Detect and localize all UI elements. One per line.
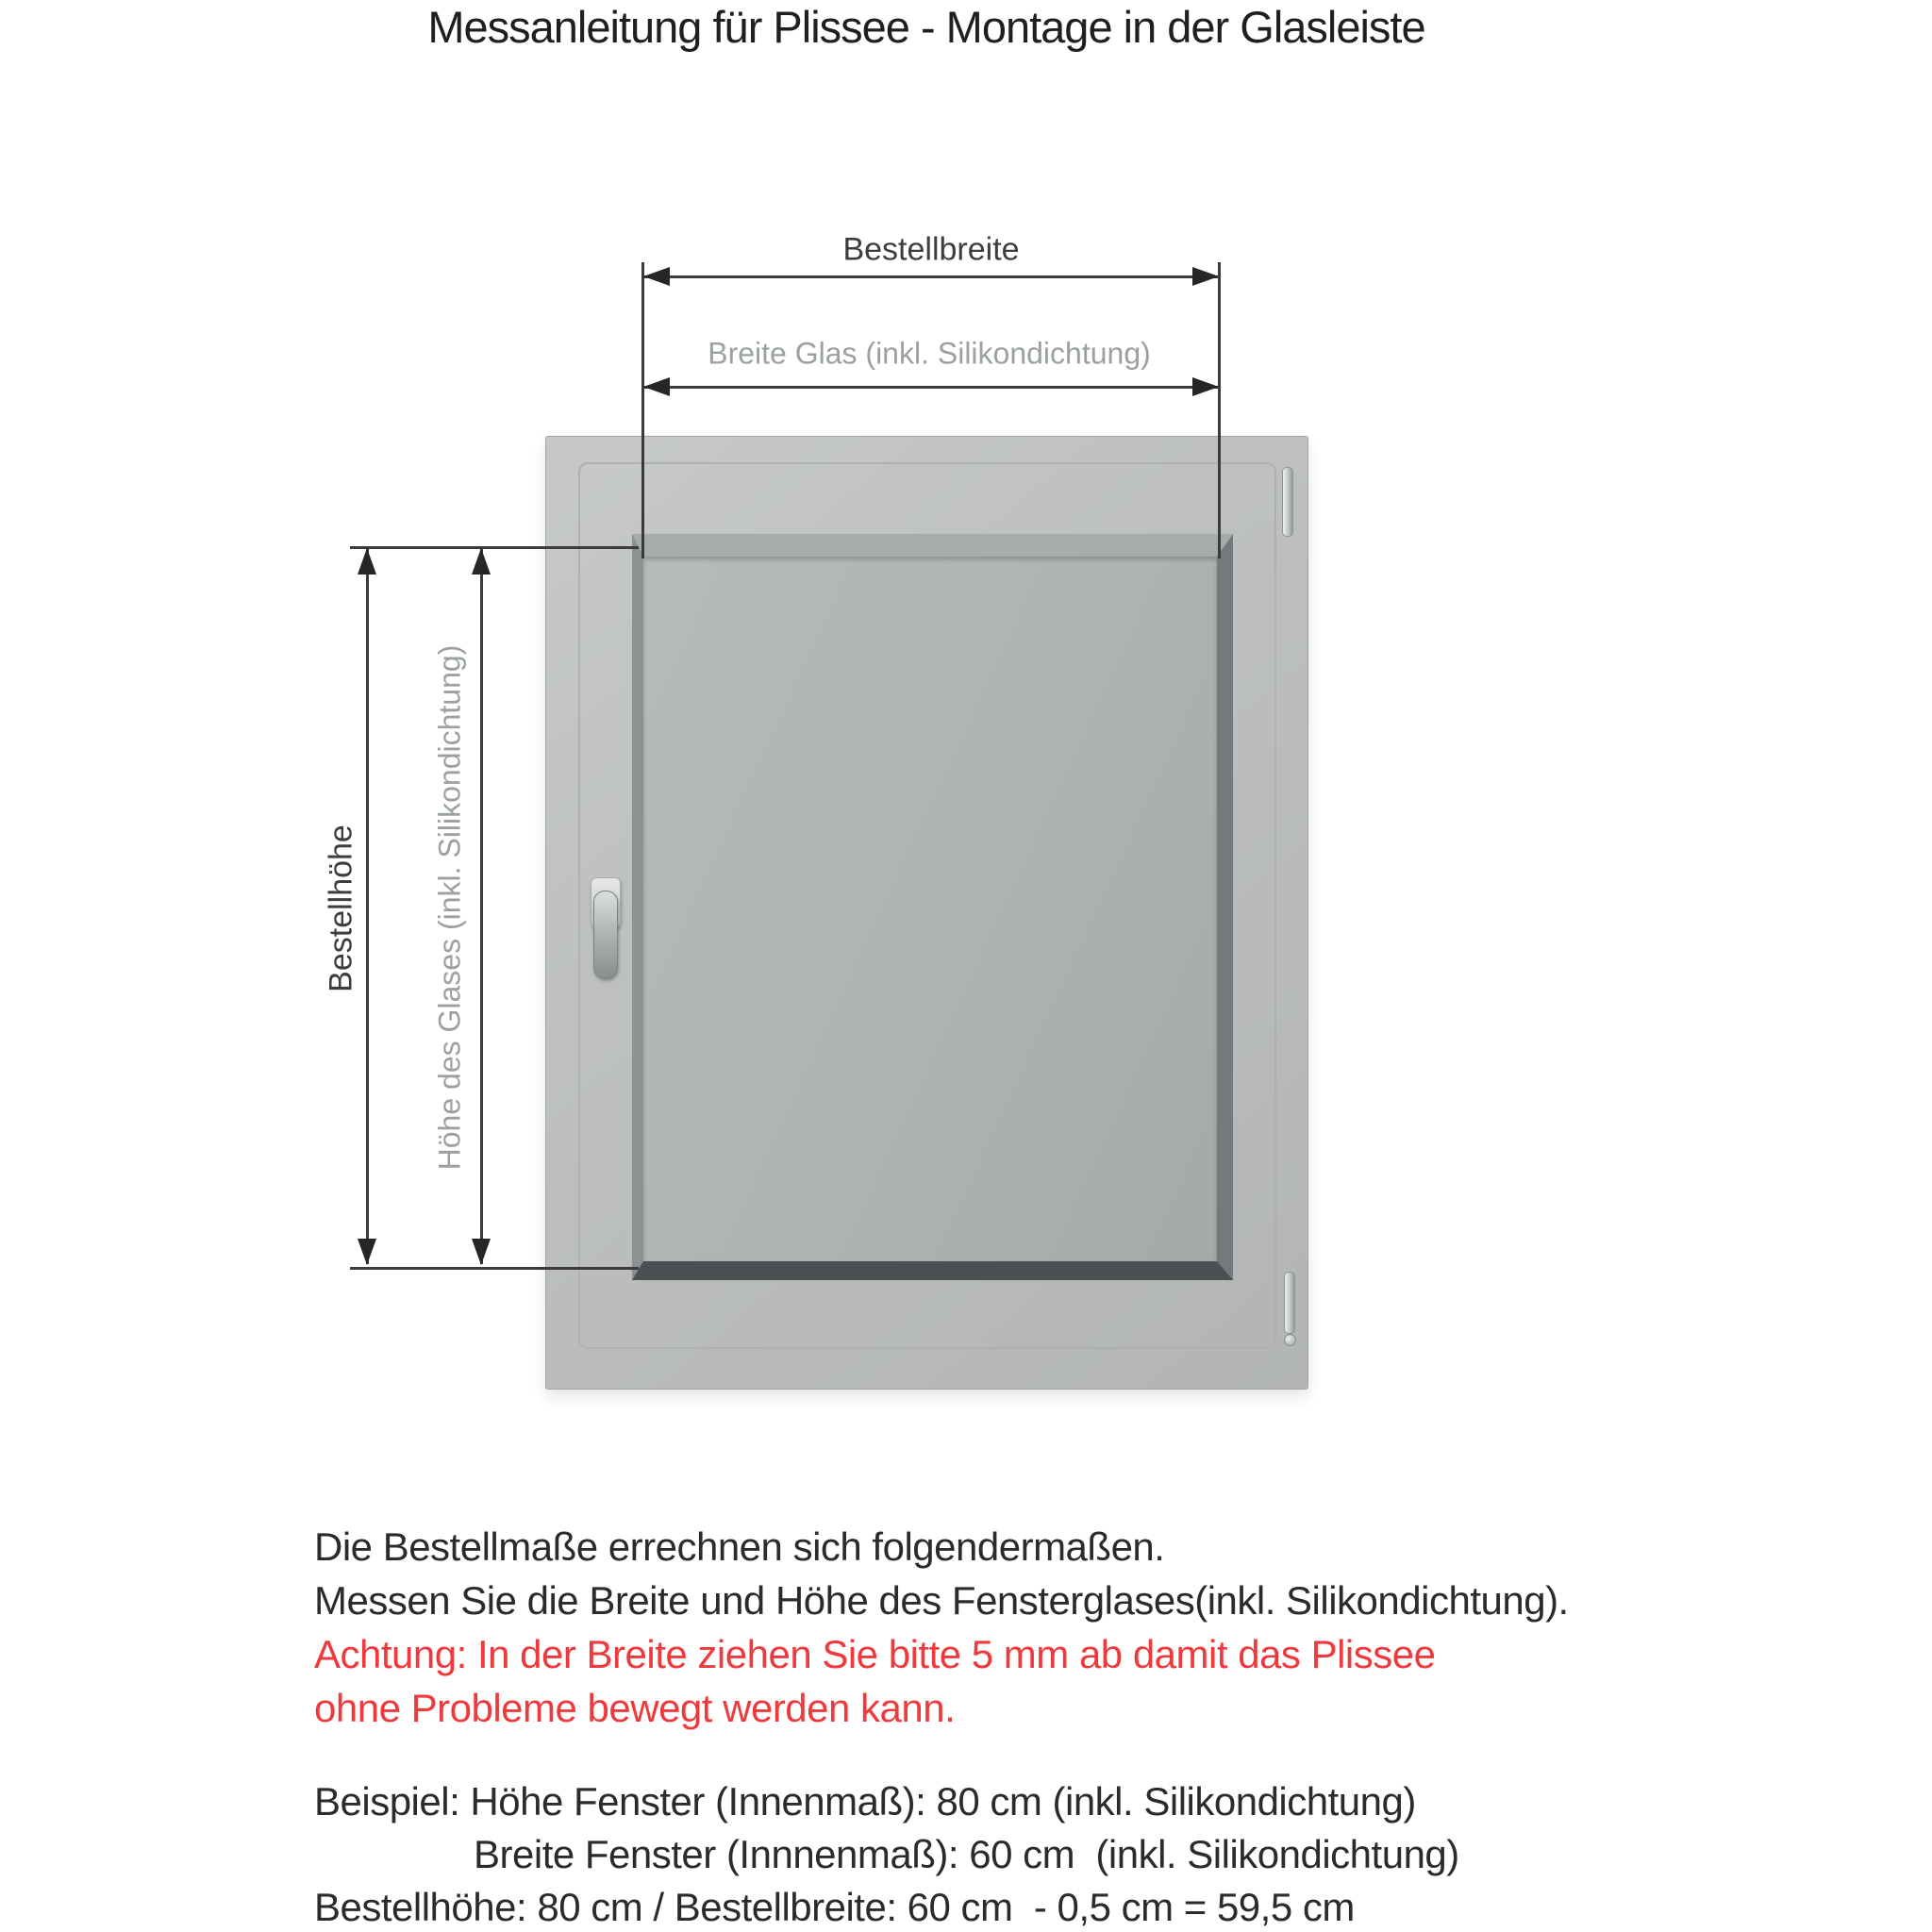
hinge-bottom-knob <box>1284 1334 1296 1346</box>
label-hoehe-glas: Höhe des Glases (inkl. Silikondichtung) <box>432 644 467 1171</box>
extension-line-glass-left <box>641 262 644 558</box>
label-bestellbreite: Bestellbreite <box>842 231 1020 268</box>
extension-line-glass-top <box>350 546 639 549</box>
window-glass-pane <box>632 534 1233 1280</box>
warning-line-1: Achtung: In der Breite ziehen Sie bitte 5 mm ab damit das Plissee <box>314 1632 1436 1676</box>
hinge-bottom <box>1284 1272 1295 1334</box>
example-line-3: Bestellhöhe: 80 cm / Bestellbreite: 60 cm - 0,5 cm = 59,5 cm <box>314 1885 1355 1929</box>
instruction-line-2: Messen Sie die Breite und Höhe des Fensterglases(inkl. Silikondichtung). <box>314 1578 1569 1623</box>
dimension-arrow-bestellhoehe <box>366 549 369 1264</box>
warning-line-2: ohne Probleme bewegt werden kann. <box>314 1686 956 1730</box>
example-block <box>314 1775 1459 1932</box>
dimension-arrow-hoehe-glas <box>480 549 483 1264</box>
example-line-2: Breite Fenster (Innnenmaß): 60 cm (inkl. Silikondichtung) <box>474 1832 1459 1876</box>
dimension-arrow-bestellbreite <box>644 275 1218 278</box>
window-handle <box>593 891 618 979</box>
label-bestellhoehe: Bestellhöhe <box>323 824 359 992</box>
hinge-top <box>1282 467 1293 537</box>
label-breite-glas: Breite Glas (inkl. Silikondichtung) <box>708 336 1151 371</box>
example-line-1: Beispiel: Höhe Fenster (Innenmaß): 80 cm (inkl. Silikondichtung) <box>314 1779 1416 1824</box>
window-illustration <box>545 436 1308 1390</box>
dimension-arrow-breite-glas <box>644 386 1218 389</box>
instruction-block <box>314 1520 1569 1735</box>
extension-line-glass-bottom <box>350 1267 639 1270</box>
page-title: Messanleitung für Plissee - Montage in der Glasleiste <box>427 2 1425 52</box>
extension-line-glass-right <box>1218 262 1221 558</box>
instruction-line-1: Die Bestellmaße errechnen sich folgendermaßen. <box>314 1524 1165 1569</box>
